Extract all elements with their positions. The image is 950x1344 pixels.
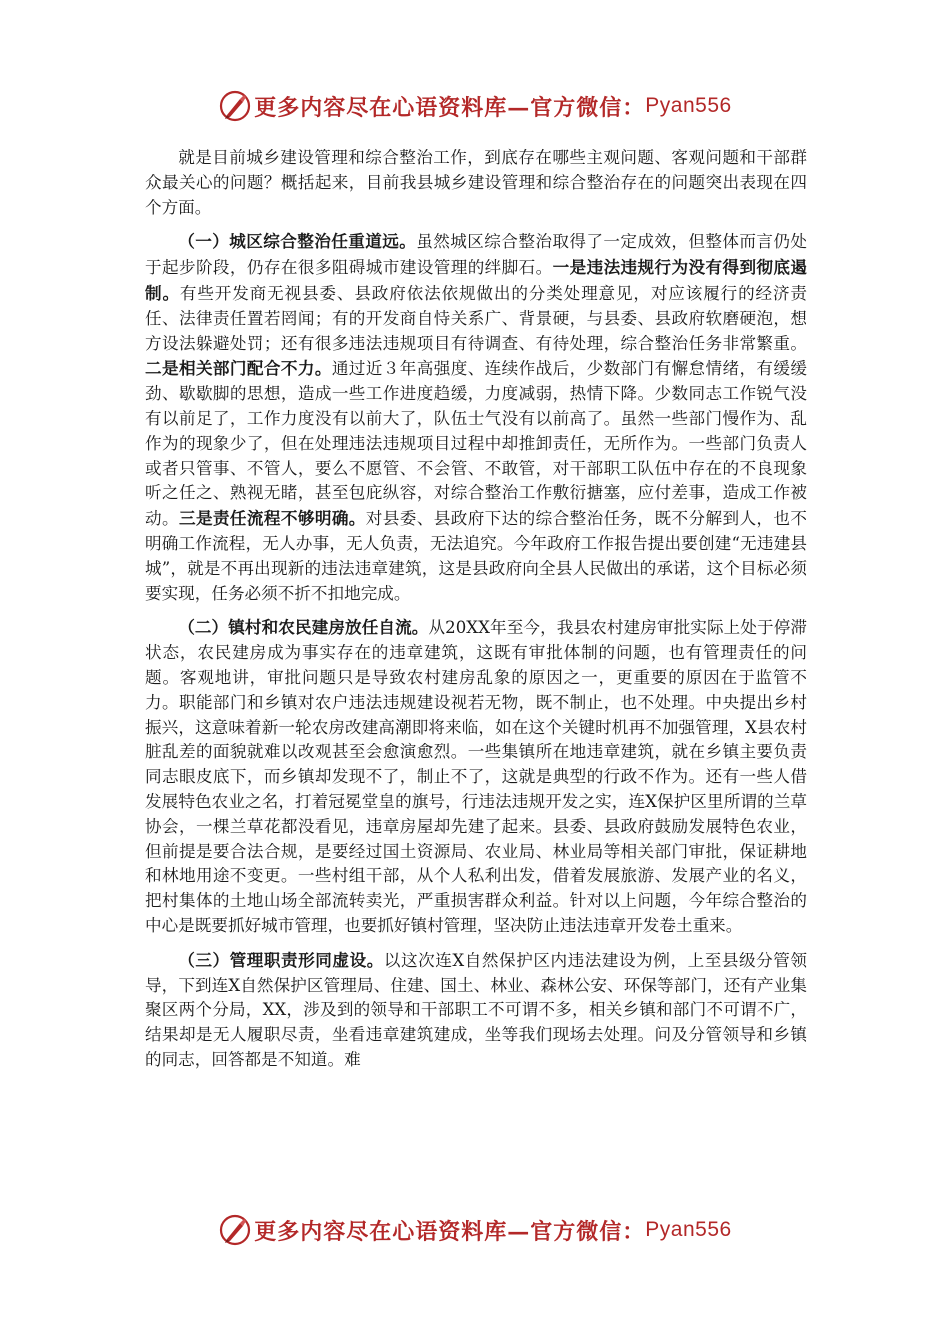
header-banner bbox=[0, 86, 950, 126]
section-2-text: 从20XX年至今，我县农村建房审批实际上处于停滞状态，农民建房成为事实存在的违章建筑，这既有审批体制的问题，也有管理责任的问题。客观地讲，审批问题只是导致农村建房乱象的原因之一，更重要的原因在于监管不力。职能部门和乡镇对农户违法违规建设视若无物，既不制止，也不处理。中央提出乡村振兴，这意味着新一轮农房改建高潮即将来临，如在这个关键时机再不加强管理，X县农村脏乱差的面貌就难以改观甚至会愈演愈烈。一些集镇所在地违章建筑，就在乡镇主要负责同志眼皮底下，而乡镇却发现不了，制止不了，这就是典型的行政不作为。还有一些人借发展特色农业之名，打着冠冕堂皇的旗号，行违法违规开发之实，连X保护区里所谓的兰草协会，一棵兰草花都没看见，违章房屋却先建了起来。县委、县政府鼓励发展特色农业，但前提是要合法合规，是要经过国土资源局、农业局、林业局等相关部门审批，保证耕地和林地用途不变更。一些村组干部，从个人私利出发，借着发展旅游、发展产业的名义，把村集体的土地山场全部流转卖光，严重损害群众利益。针对以上问题，今年综合整治的中心是既要抓好城市管理，也要抓好镇村管理，坚决防止违法违章开发卷土重来。 bbox=[145, 618, 807, 935]
section-1-text-a: 虽然城区综合整治取得了一定成效，但整体而言仍处于起步阶段，仍存在很多阻碍城市建设管理的绊脚石。 bbox=[145, 232, 808, 278]
footer-banner bbox=[0, 1210, 950, 1250]
banner-wechat-id: Pyan556 bbox=[645, 94, 732, 117]
banner-text: 更多内容尽在心语资料库—官方微信： bbox=[254, 1218, 646, 1245]
section-1-point-1: 一是违法违规行为没有得到彻底遏制。 bbox=[145, 257, 807, 303]
document-body bbox=[145, 146, 807, 1082]
pen-logo-icon bbox=[218, 89, 252, 123]
section-2-heading: （二）镇村和农民建房放任自流。 bbox=[178, 617, 429, 638]
section-1-heading: （一）城区综合整治任重道远。 bbox=[178, 231, 417, 252]
banner-text: 更多内容尽在心语资料库—官方微信： bbox=[254, 94, 646, 121]
section-1-text-d: 对县委、县政府下达的综合整治任务，既不分解到人，也不明确工作流程，无人办事，无人负责，无法追究。今年政府工作报告提出要创建“无违建县城”，就是不再出现新的违法违章建筑，这是县政府向全县人民做出的承诺，这个目标必须要实现，任务必须不折不扣地完成。 bbox=[145, 509, 807, 603]
paragraph-intro: 就是目前城乡建设管理和综合整治工作，到底存在哪些主观问题、客观问题和干部群众最关心的问题？概括起来，目前我县城乡建设管理和综合整治存在的问题突出表现在四个方面。 bbox=[145, 148, 807, 217]
pen-logo-icon bbox=[218, 1213, 252, 1247]
section-1-text-c: 通过近３年高强度、连续作战后，少数部门有懈怠情绪，有缓缓劲、歇歇脚的思想，造成一些工作进度趋缓，力度减弱，热情下降。少数同志工作锐气没有以前足了，工作力度没有以前大了，队伍士气没有以前高了。虽然一些部门慢作为、乱作为的现象少了，但在处理违法违规项目过程中却推卸责任，无所作为。一些部门负责人或者只管事、不管人，要么不愿管、不会管、不敢管，对干部职工队伍中存在的不良现象听之任之、熟视无睹，甚至包庇纵容，对综合整治工作敷衍搪塞，应付差事，造成工作被动。 bbox=[145, 359, 807, 529]
banner-wechat-id: Pyan556 bbox=[645, 1218, 732, 1241]
paragraph-section-2 bbox=[145, 615, 807, 938]
section-1-text-b: 有些开发商无视县委、县政府依法依规做出的分类处理意见，对应该履行的经济责任、法律责任置若罔闻；有的开发商自恃关系广、背景硬，与县委、县政府软磨硬泡，想方设法躲避处罚；还有很多违法违规项目有待调查、有待处理，综合整治任务非常繁重。 bbox=[145, 283, 808, 353]
section-3-text: 以这次连X自然保护区内违法建设为例，上至县级分管领导，下到连X自然保护区管理局、住建、国土、林业、森林公安、环保等部门，还有产业集聚区两个分局，XX，涉及到的领导和干部职工不可谓不多，相关乡镇和部门不可谓不广，结果却是无人履职尽责，坐看违章建筑建成，坐等我们现场去处理。问及分管领导和乡镇的同志，回答都是不知道。难 bbox=[145, 950, 808, 1069]
section-1-point-3: 三是责任流程不够明确。 bbox=[178, 508, 366, 529]
section-1-point-2: 二是相关部门配合不力。 bbox=[145, 358, 332, 379]
section-3-heading: （三）管理职责形同虚设。 bbox=[178, 949, 384, 970]
paragraph-section-3 bbox=[145, 948, 807, 1073]
paragraph-section-1 bbox=[145, 229, 807, 606]
